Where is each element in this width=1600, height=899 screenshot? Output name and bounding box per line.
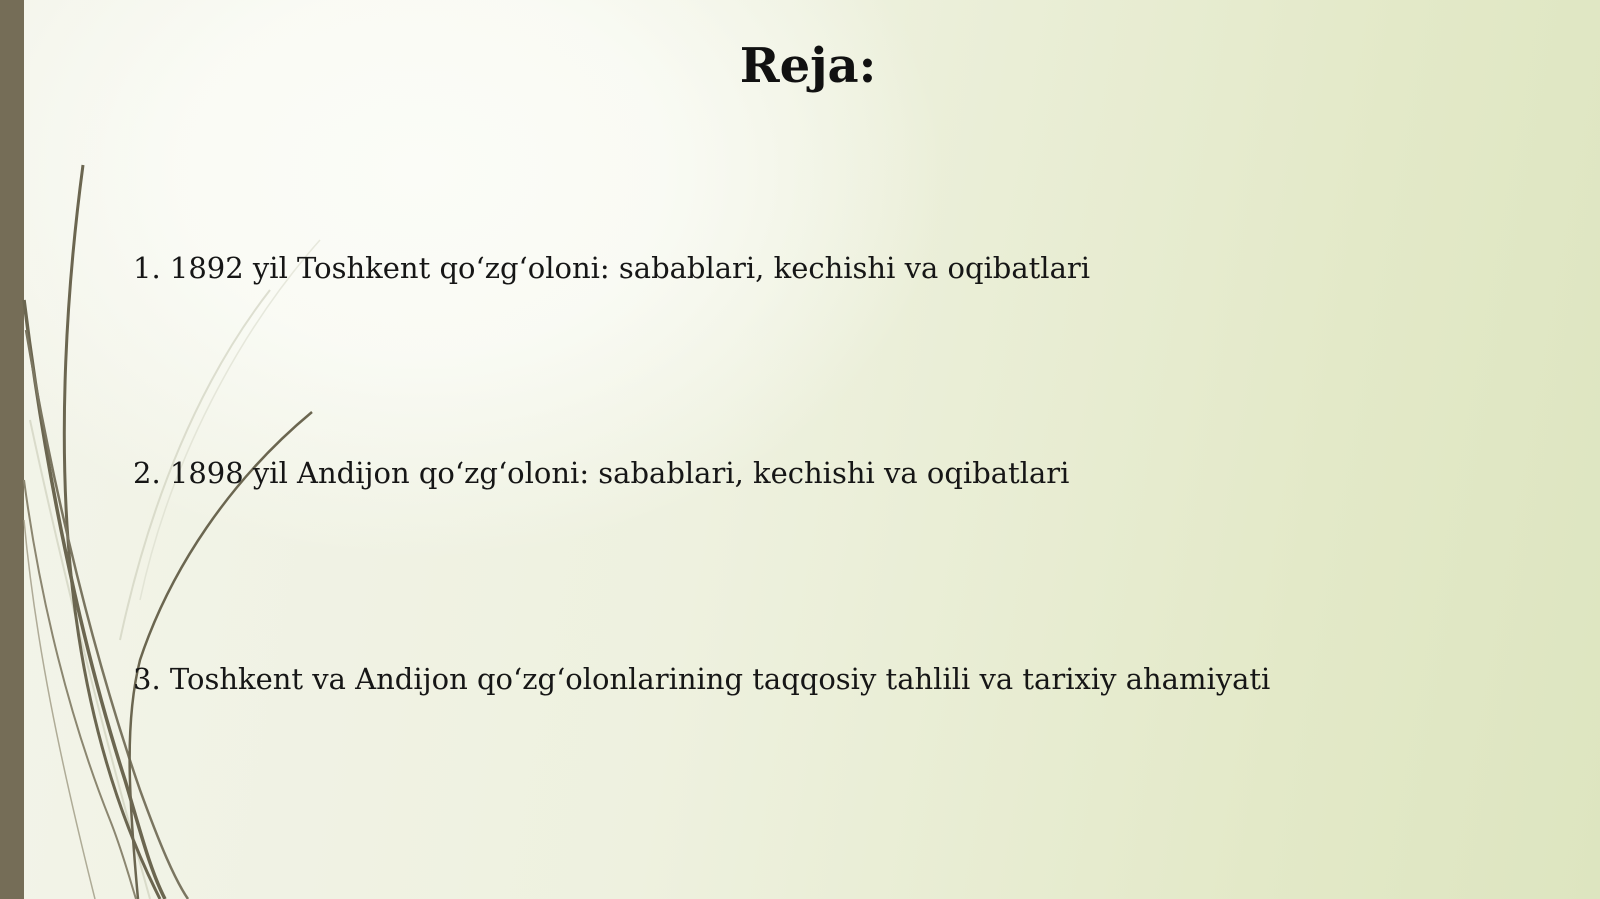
- plan-item-2: 2. 1898 yil Andijon qo‘zg‘oloni: sabablari, kechishi va oqibatlari: [133, 456, 1070, 490]
- plan-item-1: 1. 1892 yil Toshkent qo‘zg‘oloni: sabablari, kechishi va oqibatlari: [133, 251, 1090, 285]
- slide-title: Reja:: [739, 38, 877, 94]
- plan-item-3: 3. Toshkent va Andijon qo‘zg‘olonlarining taqqosiy tahlili va tarixiy ahamiyati: [133, 662, 1271, 696]
- grass-stems-decoration: [0, 0, 330, 899]
